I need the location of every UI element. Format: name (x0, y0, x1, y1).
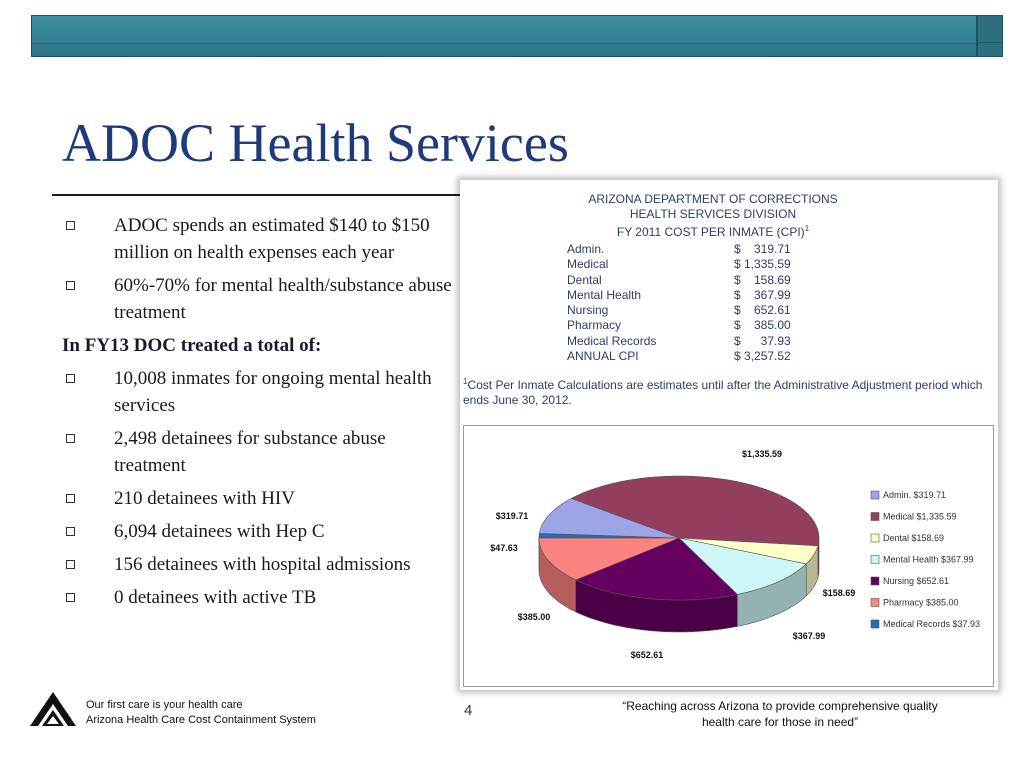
table-row: ANNUAL CPI $ 3,257.52 (567, 349, 791, 364)
square-bullet-icon (66, 281, 75, 290)
table-row: Mental Health $ 367.99 (567, 287, 791, 302)
footer-org: Our first care is your health care Arizona Health Care Cost Containment System (86, 699, 316, 726)
bullet-list (62, 212, 452, 617)
legend-swatch (871, 620, 879, 628)
table-row: Nursing $ 652.61 (567, 303, 791, 318)
legend-label: Dental $158.69 (883, 533, 945, 543)
page-number: 4 (464, 702, 473, 719)
square-bullet-icon (66, 494, 75, 503)
table-row: Admin. $ 319.71 (567, 242, 791, 256)
pie-tops (539, 476, 819, 600)
pie-chart-svg (464, 426, 993, 686)
legend-label: Medical $1,335.59 (883, 511, 957, 522)
top-banner (31, 15, 977, 57)
table-row: Pharmacy $ 385.00 (567, 318, 791, 333)
table-row: Medical Records $ 37.93 (567, 333, 791, 348)
data-label: $319.71 (495, 511, 529, 521)
bullet-item: 0 detainees with active TB (62, 584, 452, 611)
top-banner-square (977, 15, 1003, 57)
data-label: $158.69 (822, 588, 856, 598)
bullet-item: 2,498 detainees for substance abuse treatment (62, 425, 452, 479)
legend-swatch (871, 599, 879, 607)
square-bullet-icon (66, 560, 75, 569)
legend-label: Medical Records $37.93 (883, 619, 981, 629)
data-label: $652.61 (630, 650, 664, 660)
bullet-item: 156 detainees with hospital admissions (62, 551, 452, 578)
legend-swatch (871, 513, 879, 521)
data-label: $367.99 (792, 631, 826, 641)
legend-swatch (871, 556, 879, 564)
ahcccs-logo (28, 690, 78, 738)
table-row: Dental $ 158.69 (567, 272, 791, 287)
subheading: In FY13 DOC treated a total of: (62, 335, 322, 356)
bullet-item: ADOC spends an estimated $140 to $150 million on health expenses each year (62, 212, 452, 266)
square-bullet-icon (66, 221, 75, 230)
pie-chart (463, 425, 994, 687)
legend-label: Admin. $319.71 (883, 490, 947, 500)
cost-figure (460, 180, 998, 690)
bullet-item: 60%-70% for mental health/substance abuse treatment (62, 272, 452, 326)
legend-swatch (871, 534, 879, 542)
square-bullet-icon (66, 374, 75, 383)
bullet-item: 10,008 inmates for ongoing mental health services (62, 365, 452, 419)
page-title: ADOC Health Services (62, 113, 569, 173)
figure-heading: ARIZONA DEPARTMENT OF CORRECTIONS HEALTH SERVICES DIVISION (588, 192, 838, 221)
data-label: $1,335.59 (741, 449, 783, 459)
cost-table (567, 242, 791, 364)
footer-quote: “Reaching across Arizona to provide comprehensive quality health care for those in need” (622, 699, 938, 729)
square-bullet-icon (66, 593, 75, 602)
data-label: $47.63 (490, 543, 518, 553)
legend-label: Mental Health $367.99 (883, 554, 974, 565)
figure-footnote: $^1$Cost Per Inmate Calculations are estimates until after the Administrative Adjustment period which ends June 30, 2012. (463, 377, 983, 407)
title-rule (52, 194, 462, 196)
table-row: Medical $ 1,335.59 (567, 257, 791, 272)
bullet-item: 6,094 detainees with Hep C (62, 518, 452, 545)
pie-legend (871, 490, 980, 629)
legend-label: Nursing $652.61 (883, 576, 950, 586)
square-bullet-icon (66, 434, 75, 443)
figure-subheading: FY 2011 COST PER INMATE (CPI)$^1$ (616, 224, 810, 239)
legend-swatch (871, 491, 879, 499)
square-bullet-icon (66, 527, 75, 536)
bullet-item: 210 detainees with HIV (62, 485, 452, 512)
legend-swatch (871, 577, 879, 585)
data-label: $385.00 (517, 612, 551, 622)
legend-label: Pharmacy $385.00 (883, 597, 959, 608)
